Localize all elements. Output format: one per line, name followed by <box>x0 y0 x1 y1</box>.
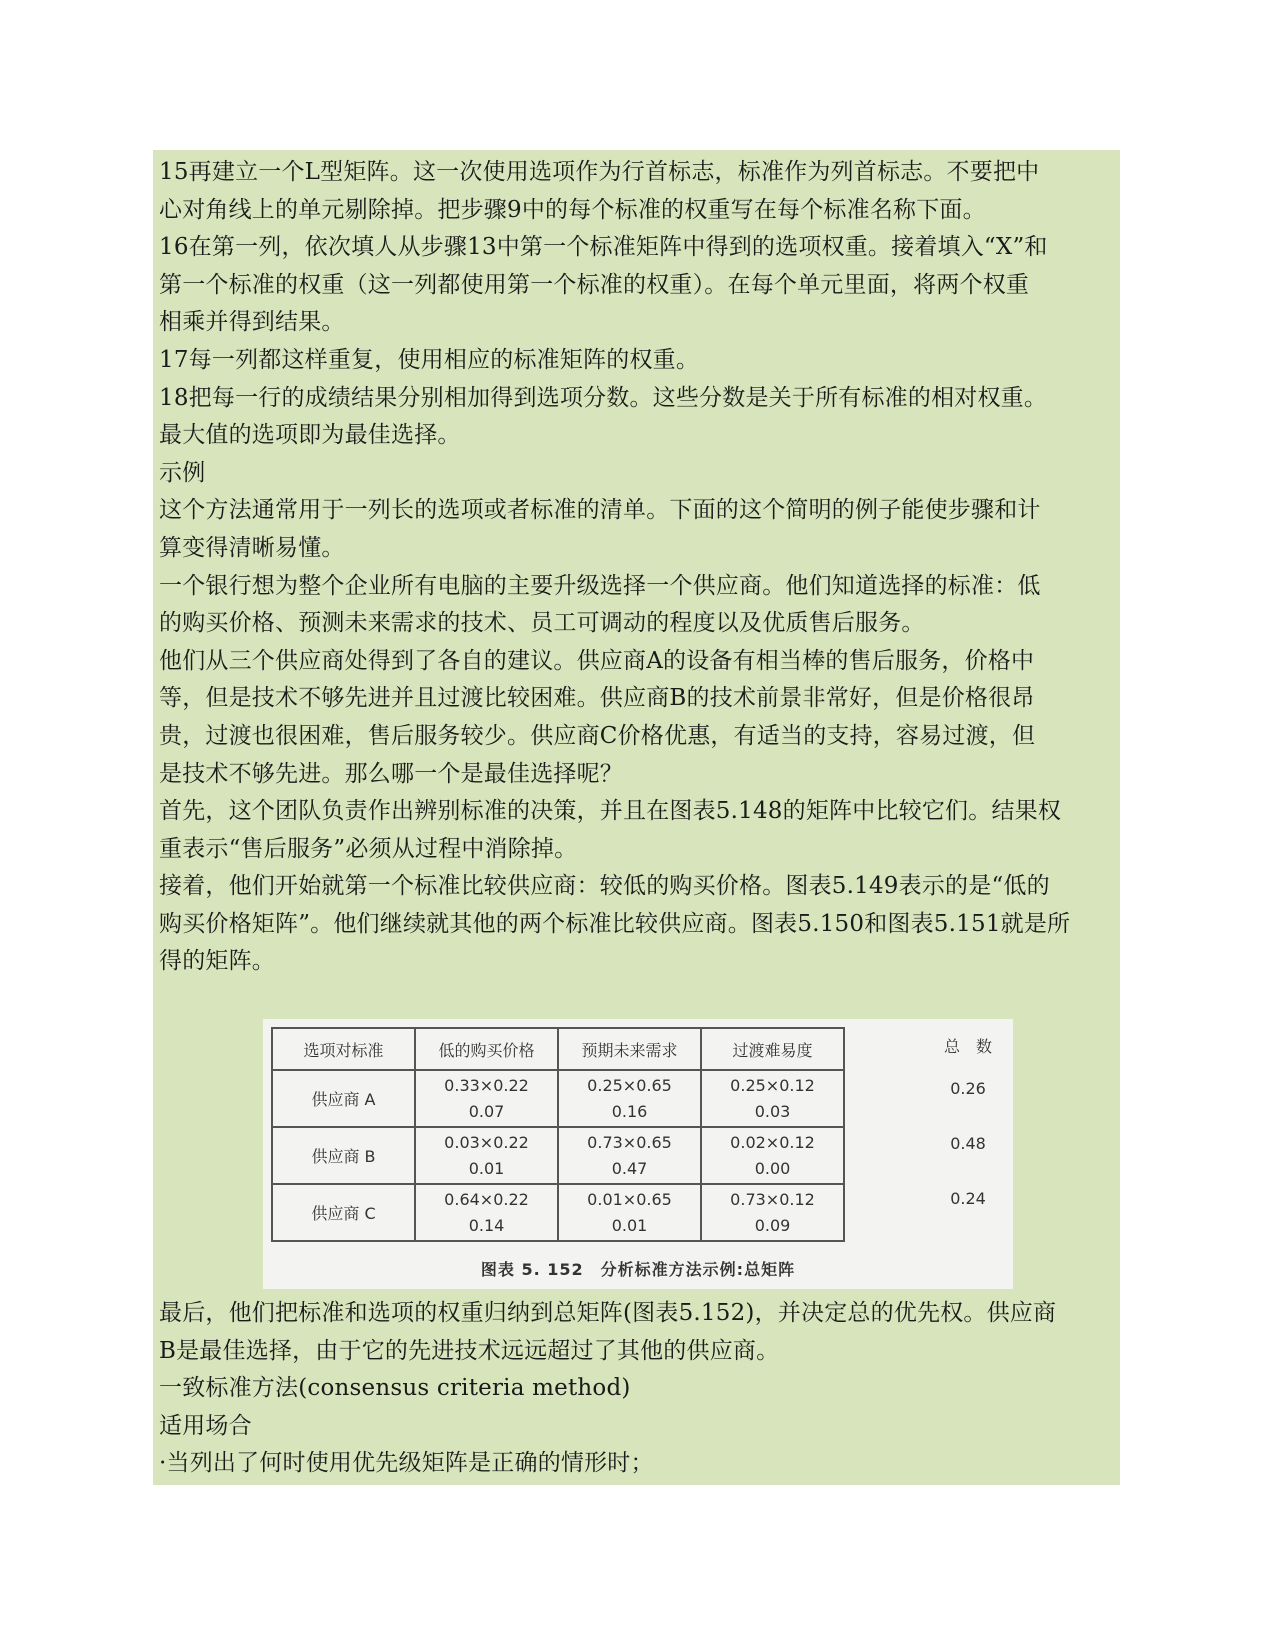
header-transition-ease: 过渡难易度 <box>701 1028 844 1070</box>
table-cell: 0.25×0.65 0.16 <box>558 1070 701 1127</box>
table-cell: 0.33×0.22 0.07 <box>415 1070 558 1127</box>
total-value: 0.26 <box>950 1079 986 1099</box>
text-line: 17每一列都这样重复，使用相应的标准矩阵的权重。 <box>159 346 700 373</box>
text-line: 一个银行想为整个企业所有电脑的主要升级选择一个供应商。他们知道选择的标准：低 <box>159 572 1041 599</box>
figure-caption: 图表 5. 152 分析标准方法示例:总矩阵 <box>480 1260 796 1280</box>
text-line: 15再建立一个L型矩阵。这一次使用选项作为行首标志，标准作为列首标志。不要把中 <box>159 159 1040 185</box>
table-row <box>272 1184 844 1241</box>
text-line: 最大值的选项即为最佳选择。 <box>159 422 461 449</box>
text-line: 这个方法通常用于一列长的选项或者标准的清单。下面的这个简明的例子能使步骤和计 <box>159 497 1041 524</box>
text-block-top <box>159 154 1114 981</box>
text-line: 重表示“售后服务”必须从过程中消除掉。 <box>159 835 578 862</box>
figure-summary-matrix <box>263 1019 1013 1289</box>
text-line: 相乘并得到结果。 <box>159 309 345 336</box>
text-line: 他们从三个供应商处得到了各自的建议。供应商A的设备有相当棒的售后服务，价格中 <box>159 647 1035 674</box>
document-body <box>153 150 1120 1485</box>
text-line: 算变得清晰易懂。 <box>159 534 345 561</box>
total-value: 0.48 <box>950 1134 986 1154</box>
row-label: 供应商 A <box>272 1070 415 1127</box>
table-cell: 0.25×0.12 0.03 <box>701 1070 844 1127</box>
text-line: 18把每一行的成绩结果分别相加得到选项分数。这些分数是关于所有标准的相对权重。 <box>159 384 1048 411</box>
table-cell: 0.02×0.12 0.00 <box>701 1127 844 1184</box>
text-line: 16在第一列，依次填人从步骤13中第一个标准矩阵中得到的选项权重。接着填入“X”和 <box>159 234 1048 261</box>
text-line: 是技术不够先进。那么哪一个是最佳选择呢？ <box>159 760 623 787</box>
header-options-vs-criteria: 选项对标准 <box>272 1028 415 1070</box>
text-line: 等，但是技术不够先进并且过渡比较困难。供应商B的技术前景非常好，但是价格很昂 <box>159 685 1035 712</box>
text-line: 接着，他们开始就第一个标准比较供应商：较低的购买价格。图表5.149表示的是“低的 <box>159 873 1050 900</box>
table-header-row <box>272 1028 844 1070</box>
text-line: 最后，他们把标准和选项的权重归纳到总矩阵(图表5.152)，并决定总的优先权。供应商 <box>159 1300 1057 1327</box>
table-row <box>272 1127 844 1184</box>
text-line: 贵，过渡也很困难，售后服务较少。供应商C价格优惠，有适当的支持，容易过渡，但 <box>159 722 1036 749</box>
text-line: 心对角线上的单元剔除掉。把步骤9中的每个标准的权重写在每个标准名称下面。 <box>159 196 986 223</box>
header-totals: 总 数 <box>943 1037 992 1057</box>
row-label: 供应商 B <box>272 1127 415 1184</box>
text-line: 首先，这个团队负责作出辨别标准的决策，并且在图表5.148的矩阵中比较它们。结果权 <box>159 798 1062 825</box>
text-line: 一致标准方法(consensus criteria method) <box>159 1375 631 1402</box>
total-value: 0.24 <box>950 1189 986 1209</box>
header-low-purchase-price: 低的购买价格 <box>415 1028 558 1070</box>
table-cell: 0.01×0.65 0.01 <box>558 1184 701 1241</box>
text-line: 第一个标准的权重（这一列都使用第一个标准的权重）。在每个单元里面，将两个权重 <box>159 271 1030 298</box>
text-line: 得的矩阵。 <box>159 948 275 975</box>
header-future-needs: 预期未来需求 <box>558 1028 701 1070</box>
text-line: ·当列出了何时使用优先级矩阵是正确的情形时； <box>159 1450 654 1477</box>
table-cell: 0.73×0.65 0.47 <box>558 1127 701 1184</box>
text-block-bottom <box>159 1295 1114 1483</box>
row-label: 供应商 C <box>272 1184 415 1241</box>
table-row <box>272 1070 844 1127</box>
table-cell: 0.03×0.22 0.01 <box>415 1127 558 1184</box>
table-cell: 0.64×0.22 0.14 <box>415 1184 558 1241</box>
table-cell: 0.73×0.12 0.09 <box>701 1184 844 1241</box>
text-line: 适用场合 <box>159 1412 252 1439</box>
text-line: B是最佳选择，由于它的先进技术远远超过了其他的供应商。 <box>159 1337 780 1364</box>
summary-matrix-table <box>271 1027 845 1242</box>
text-line: 示例 <box>159 459 206 486</box>
text-line: 的购买价格、预测未来需求的技术、员工可调动的程度以及优质售后服务。 <box>159 610 925 637</box>
text-line: 购买价格矩阵”。他们继续就其他的两个标准比较供应商。图表5.150和图表5.151就是所 <box>159 910 1071 937</box>
